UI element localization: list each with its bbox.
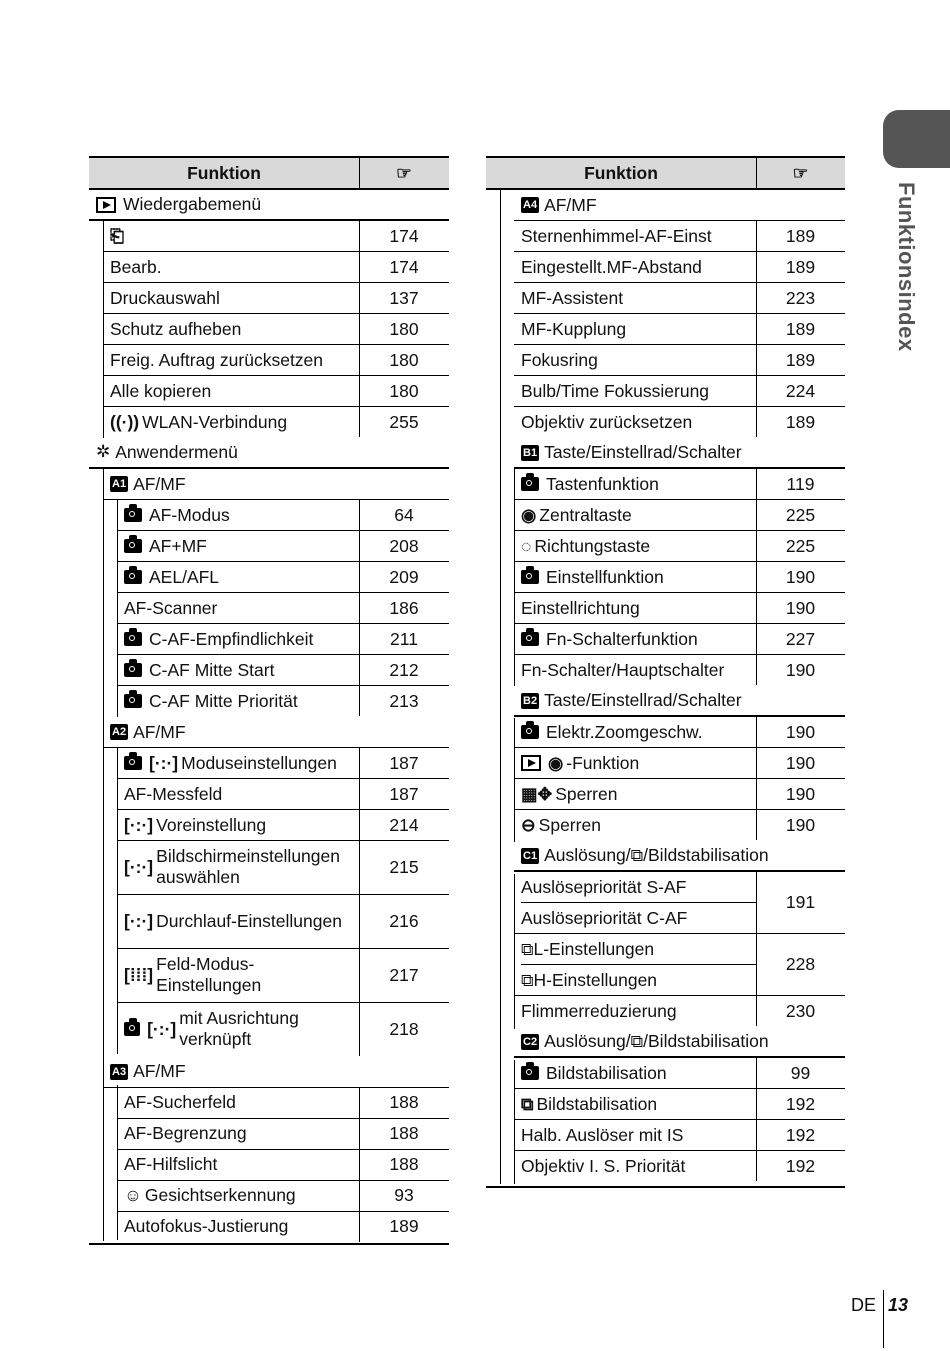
entry-label xyxy=(521,1027,841,1056)
entry-label xyxy=(521,252,752,282)
page-reference: 217 xyxy=(389,964,419,985)
page-reference: 192 xyxy=(785,1124,816,1145)
footer-divider xyxy=(883,1290,884,1348)
camera-icon xyxy=(124,570,142,584)
entry-label xyxy=(110,1057,445,1087)
page-reference: 225 xyxy=(785,504,816,525)
index-entry-row xyxy=(117,562,449,593)
index-entry-row xyxy=(117,895,449,949)
entry-label xyxy=(110,469,445,499)
camera-icon xyxy=(124,694,142,708)
index-entry-row xyxy=(514,221,845,252)
entry-text: Bildstabilisation xyxy=(536,1093,658,1114)
index-entry-row xyxy=(103,314,449,345)
entry-text: Autofokus-Justierung xyxy=(124,1216,289,1237)
index-entry-row xyxy=(117,655,449,686)
entry-text: AF/MF xyxy=(133,721,186,742)
entry-text: Auslösung/⧉/Bildstabilisation xyxy=(544,845,769,865)
page-reference: 180 xyxy=(389,318,419,339)
page-reference: 190 xyxy=(785,659,816,680)
entry-label xyxy=(110,252,355,282)
function-symbol-icon: [·:·] xyxy=(124,856,154,877)
menu-section-heading xyxy=(514,438,845,469)
function-symbol-icon: [·:·] xyxy=(124,910,154,931)
page-reference: 224 xyxy=(785,380,816,401)
entry-text: Tastenfunktion xyxy=(546,473,659,494)
entry-text: WLAN-Verbindung xyxy=(142,411,288,432)
index-entry-row xyxy=(117,779,449,810)
page-reference: 215 xyxy=(389,856,419,877)
index-entry-row xyxy=(514,1151,845,1181)
page-reference: 189 xyxy=(785,225,816,246)
menu-tab-badge: B1 xyxy=(523,446,538,459)
camera-icon xyxy=(124,508,142,522)
function-symbol-icon: [⁞⁞⁞] xyxy=(124,964,154,985)
entry-text: Zentraltaste xyxy=(539,504,632,525)
header-function-label: Funktion xyxy=(187,163,261,183)
entry-label xyxy=(124,1181,355,1211)
camera-icon xyxy=(521,632,539,646)
menu-section-heading xyxy=(89,438,449,469)
entry-label xyxy=(124,531,355,561)
page-reference: 64 xyxy=(394,504,414,525)
index-entry-row xyxy=(117,1212,449,1242)
entry-label xyxy=(521,717,752,747)
entry-text: -Funktion xyxy=(566,752,640,773)
menu-section-heading xyxy=(514,686,845,717)
entry-label xyxy=(521,531,752,561)
entry-label-line: Auslösepriorität S-AF xyxy=(521,872,756,903)
custom-group-bracket xyxy=(500,190,501,1184)
entry-label xyxy=(124,593,355,623)
index-entry-row xyxy=(514,531,845,562)
entry-label xyxy=(110,345,355,375)
entry-text: AF-Hilfslicht xyxy=(124,1154,218,1175)
menu-section-heading xyxy=(89,190,449,221)
entry-label xyxy=(124,1003,355,1056)
camera-icon xyxy=(124,1022,140,1036)
entry-text: Bearb. xyxy=(110,256,162,277)
page-reference: 187 xyxy=(389,783,419,804)
entry-text: Eingestellt.MF-Abstand xyxy=(521,256,702,277)
header-function-label: Funktion xyxy=(584,163,658,183)
entry-text: C-AF-Empfindlichkeit xyxy=(149,628,314,649)
entry-label xyxy=(521,748,752,778)
entry-text: AF-Sucherfeld xyxy=(124,1092,236,1113)
menu-tab-badge: C2 xyxy=(523,1035,538,1048)
entry-text: AF/MF xyxy=(544,194,597,215)
entry-label-line: Auslösepriorität C-AF xyxy=(521,907,688,928)
page-reference: 227 xyxy=(785,628,816,649)
table-header xyxy=(89,158,449,190)
page-reference: 180 xyxy=(389,349,419,370)
index-entry-row xyxy=(103,252,449,283)
footer-lang: DE xyxy=(851,1295,877,1315)
entry-text: Fn-Schalter/Hauptschalter xyxy=(521,659,725,680)
camera-icon xyxy=(124,632,142,646)
index-entry-row xyxy=(514,934,845,996)
page-reference: 192 xyxy=(785,1155,816,1176)
entry-text: MF-Kupplung xyxy=(521,318,627,339)
entry-text: Halb. Auslöser mit IS xyxy=(521,1124,684,1145)
section-tab xyxy=(883,110,950,168)
entry-text: Bulb/Time Fokussierung xyxy=(521,380,710,401)
index-entry-row xyxy=(117,1119,449,1150)
entry-text: AF-Scanner xyxy=(124,597,218,618)
entry-text: AF-Begrenzung xyxy=(124,1123,247,1144)
entry-label xyxy=(124,655,355,685)
entry-label xyxy=(521,686,841,715)
entry-text: Fn-Schalterfunktion xyxy=(546,628,698,649)
index-entry-row xyxy=(514,810,845,840)
page-reference: 188 xyxy=(389,1154,419,1175)
index-entry-row xyxy=(514,314,845,345)
entry-label xyxy=(521,438,841,467)
index-entry-row xyxy=(117,810,449,841)
index-entry-row xyxy=(514,1058,845,1089)
index-entry-row xyxy=(514,872,845,934)
entry-label xyxy=(124,500,355,530)
entry-text: AF+MF xyxy=(149,535,207,556)
page-reference: 174 xyxy=(389,256,419,277)
entry-label xyxy=(96,190,445,219)
menu-tab-badge: A4 xyxy=(523,199,538,211)
page-reference: 216 xyxy=(389,910,419,931)
entry-text: Sperren xyxy=(538,814,601,835)
index-entry-row xyxy=(514,500,845,531)
page-reference: 188 xyxy=(389,1123,419,1144)
function-symbol-icon: ▦✥ xyxy=(521,783,553,804)
index-entry-row xyxy=(117,500,449,531)
page-reference: 214 xyxy=(389,814,419,835)
playback-icon xyxy=(96,197,116,213)
camera-icon xyxy=(124,663,142,677)
entry-label-line: ⧉H-Einstellungen xyxy=(521,969,658,990)
index-entry-row xyxy=(117,686,449,716)
entry-label xyxy=(124,1088,355,1118)
page-reference: 190 xyxy=(785,752,816,773)
index-entry-row xyxy=(103,407,449,437)
menu-section-heading xyxy=(103,1057,449,1088)
menu-section-heading xyxy=(103,469,449,500)
index-entry-row xyxy=(514,717,845,748)
entry-label xyxy=(110,221,355,251)
entry-label xyxy=(521,407,752,437)
menu-tab-badge: A2 xyxy=(112,726,127,738)
a2-group-bracket xyxy=(117,748,118,1054)
index-entry-row xyxy=(117,531,449,562)
page-reference: 212 xyxy=(389,659,419,680)
index-entry-row xyxy=(103,345,449,376)
page-reference: 186 xyxy=(389,597,419,618)
menu-section-heading xyxy=(514,190,845,221)
page-reference: 180 xyxy=(389,380,419,401)
index-entry-row xyxy=(514,376,845,407)
entry-text: Fokusring xyxy=(521,349,598,370)
b1-group-bracket xyxy=(514,469,515,686)
page-reference: 223 xyxy=(785,287,816,308)
entry-label xyxy=(124,562,355,592)
playback-icon xyxy=(521,755,541,771)
menu-tab-badge: A1 xyxy=(112,478,127,490)
entry-label xyxy=(521,1089,752,1119)
entry-text: Gesichtserkennung xyxy=(144,1185,296,1206)
entry-label xyxy=(521,624,752,654)
entry-label xyxy=(110,283,355,313)
print-rotate-icon: ⎗ xyxy=(110,225,124,246)
entry-label xyxy=(521,283,752,313)
function-symbol-icon: ◉ xyxy=(548,752,564,773)
page-reference: 119 xyxy=(786,473,815,494)
entry-text: Objektiv zurücksetzen xyxy=(521,411,693,432)
entry-text: Einstellfunktion xyxy=(546,566,664,587)
menu-tab-badge: A3 xyxy=(112,1065,127,1078)
entry-label xyxy=(521,810,752,840)
entry-label xyxy=(124,1212,355,1242)
page-reference: 255 xyxy=(389,411,419,432)
page-reference: 188 xyxy=(389,1092,419,1113)
page-reference: 93 xyxy=(394,1185,414,1206)
page-reference: 228 xyxy=(785,954,816,974)
page-reference: 99 xyxy=(790,1062,811,1083)
entry-label-line: ⧉L-Einstellungen xyxy=(521,934,756,965)
entry-text: Taste/Einstellrad/Schalter xyxy=(544,690,742,710)
function-symbol-icon: ⧉ xyxy=(521,1093,534,1114)
page-reference: 230 xyxy=(785,1000,816,1021)
entry-text: Auslösung/⧉/Bildstabilisation xyxy=(544,1031,769,1051)
c2-group-bracket xyxy=(514,1060,515,1184)
index-entry-row xyxy=(514,345,845,376)
entry-text: Freig. Auftrag zurücksetzen xyxy=(110,349,324,370)
page-reference: 190 xyxy=(785,597,816,618)
page-reference: 218 xyxy=(389,1018,419,1039)
entry-text: Durchlauf-Einstellungen xyxy=(156,910,342,931)
entry-label xyxy=(124,895,355,948)
entry-label xyxy=(124,779,355,809)
page-reference: 225 xyxy=(785,535,816,556)
entry-label xyxy=(521,593,752,623)
index-entry-row xyxy=(117,949,449,1003)
entry-text: Sternenhimmel-AF-Einst xyxy=(521,225,712,246)
index-entry-row xyxy=(117,841,449,895)
menu-tab-badge: C1 xyxy=(523,849,538,862)
entry-label xyxy=(521,779,752,809)
custom-group-bracket xyxy=(103,469,104,1241)
page-reference: 190 xyxy=(785,566,816,587)
entry-label xyxy=(124,686,355,716)
menu-section-heading xyxy=(103,717,449,748)
index-entry-row xyxy=(514,748,845,779)
entry-label xyxy=(521,469,752,499)
entry-label xyxy=(521,934,756,995)
index-entry-row xyxy=(514,779,845,810)
page-reference: 208 xyxy=(389,535,419,556)
camera-icon xyxy=(521,477,539,491)
index-entry-row xyxy=(514,283,845,314)
entry-label xyxy=(521,996,752,1026)
entry-text: AF-Messfeld xyxy=(124,783,223,804)
index-entry-row xyxy=(514,1120,845,1151)
entry-label xyxy=(110,717,445,747)
a3-group-bracket xyxy=(117,1085,118,1240)
function-symbol-icon: ⊖ xyxy=(521,814,536,835)
entry-label xyxy=(521,500,752,530)
page-reference: 174 xyxy=(389,225,419,246)
function-symbol-icon: ◉ xyxy=(521,504,537,525)
entry-label xyxy=(521,562,752,592)
page-reference: 190 xyxy=(785,814,816,835)
entry-text: Anwendermenü xyxy=(115,442,238,462)
menu-section-heading xyxy=(514,841,845,872)
left-index-table xyxy=(89,156,449,1245)
camera-icon xyxy=(521,1066,539,1080)
entry-text: C-AF Mitte Priorität xyxy=(149,690,298,711)
index-entry-row xyxy=(103,283,449,314)
camera-icon xyxy=(521,570,539,584)
playback-group-bracket xyxy=(103,221,104,438)
index-entry-row xyxy=(514,252,845,283)
index-entry-row xyxy=(103,221,449,252)
entry-label xyxy=(521,314,752,344)
index-entry-row xyxy=(514,593,845,624)
entry-text: MF-Assistent xyxy=(521,287,624,308)
index-entry-row xyxy=(514,407,845,437)
index-entry-row xyxy=(117,1003,449,1056)
entry-text: Druckauswahl xyxy=(110,287,220,308)
index-entry-row xyxy=(514,562,845,593)
entry-text: Wiedergabemenü xyxy=(123,194,262,214)
a1-group-bracket xyxy=(117,500,118,717)
camera-icon xyxy=(124,756,142,770)
entry-text: Einstellrichtung xyxy=(521,597,640,618)
entry-text: AF/MF xyxy=(133,1061,186,1082)
entry-text: Moduseinstellungen xyxy=(181,752,337,773)
entry-text: Schutz aufheben xyxy=(110,318,242,339)
entry-label xyxy=(521,1151,752,1181)
index-entry-row xyxy=(514,996,845,1026)
entry-label xyxy=(521,1058,752,1088)
entry-label xyxy=(521,221,752,251)
entry-label xyxy=(124,748,355,778)
function-symbol-icon: [·:·] xyxy=(124,814,154,835)
index-entry-row xyxy=(117,593,449,624)
entry-text: AF/MF xyxy=(133,473,186,494)
entry-text: C-AF Mitte Start xyxy=(149,659,275,680)
index-entry-row xyxy=(514,1089,845,1120)
wifi-icon: ((·)) xyxy=(110,411,140,432)
page-reference: 190 xyxy=(785,721,816,742)
entry-label xyxy=(124,1119,355,1149)
entry-label xyxy=(124,624,355,654)
header-reference-icon: ☞ xyxy=(396,163,412,183)
entry-label xyxy=(124,949,355,1002)
entry-label xyxy=(124,1150,355,1180)
entry-text: Bildschirmeinstellungen auswählen xyxy=(156,846,340,888)
entry-text: Taste/Einstellrad/Schalter xyxy=(544,442,742,462)
b2-group-bracket xyxy=(514,718,515,842)
entry-text: Voreinstellung xyxy=(156,814,267,835)
entry-label xyxy=(110,314,355,344)
page-reference: 189 xyxy=(785,318,816,339)
entry-text: Sperren xyxy=(555,783,618,804)
entry-label xyxy=(124,810,355,840)
table-header xyxy=(486,158,845,190)
page-reference: 137 xyxy=(389,287,419,308)
page-reference: 189 xyxy=(785,256,816,277)
function-symbol-icon: [·:·] xyxy=(147,1018,177,1039)
entry-text: Objektiv I. S. Priorität xyxy=(521,1155,686,1176)
index-entry-row xyxy=(514,624,845,655)
entry-label xyxy=(521,872,756,933)
menu-section-heading xyxy=(514,1027,845,1058)
index-entry-row xyxy=(514,655,845,685)
entry-text: Bildstabilisation xyxy=(546,1062,667,1083)
entry-text: Feld-Modus-Einstellungen xyxy=(156,954,262,996)
entry-label xyxy=(124,841,355,894)
header-reference-icon: ☞ xyxy=(792,163,809,183)
camera-icon xyxy=(521,725,539,739)
entry-label xyxy=(110,407,355,437)
index-entry-row xyxy=(117,1088,449,1119)
entry-label xyxy=(521,841,841,870)
entry-label xyxy=(110,376,355,406)
entry-label xyxy=(521,345,752,375)
entry-label xyxy=(521,376,752,406)
index-entry-row xyxy=(117,748,449,779)
entry-text: Richtungstaste xyxy=(534,535,651,556)
index-entry-row xyxy=(103,376,449,407)
index-entry-row xyxy=(117,1150,449,1181)
page-reference: 211 xyxy=(390,628,418,649)
index-entry-row xyxy=(117,624,449,655)
entry-label xyxy=(521,1120,752,1150)
page-number: 13 xyxy=(888,1295,909,1315)
page-footer xyxy=(851,1295,908,1316)
page-reference: 187 xyxy=(389,752,419,773)
entry-text: Flimmerreduzierung xyxy=(521,1000,677,1021)
page-reference: 213 xyxy=(389,690,419,711)
entry-text: AEL/AFL xyxy=(149,566,220,587)
entry-text: Alle kopieren xyxy=(110,380,212,401)
section-tab-title: Funktionsindex xyxy=(894,182,919,352)
function-symbol-icon: ☺ xyxy=(124,1185,142,1206)
page-reference: 191 xyxy=(785,892,816,912)
page-reference: 209 xyxy=(389,566,419,587)
right-index-table xyxy=(486,156,845,1188)
camera-icon xyxy=(124,539,142,553)
function-symbol-icon: [·:·] xyxy=(149,752,179,773)
entry-text: AF-Modus xyxy=(149,504,230,525)
entry-text: mit Ausrichtung verknüpft xyxy=(179,1008,299,1050)
page-reference: 192 xyxy=(785,1093,816,1114)
c1-group-bracket xyxy=(514,874,515,1029)
entry-label xyxy=(96,438,445,467)
page-reference: 189 xyxy=(389,1216,419,1237)
entry-label xyxy=(521,190,841,220)
entry-text: Elektr.Zoomgeschw. xyxy=(546,721,703,742)
index-entry-row xyxy=(514,469,845,500)
function-symbol-icon: ◌ xyxy=(521,535,532,556)
gear-icon: ✲ xyxy=(96,442,111,462)
page-reference: 189 xyxy=(785,411,816,432)
page-reference: 190 xyxy=(785,783,816,804)
menu-tab-badge: B2 xyxy=(523,694,538,707)
index-entry-row xyxy=(117,1181,449,1212)
entry-label xyxy=(521,655,752,685)
page-reference: 189 xyxy=(785,349,816,370)
